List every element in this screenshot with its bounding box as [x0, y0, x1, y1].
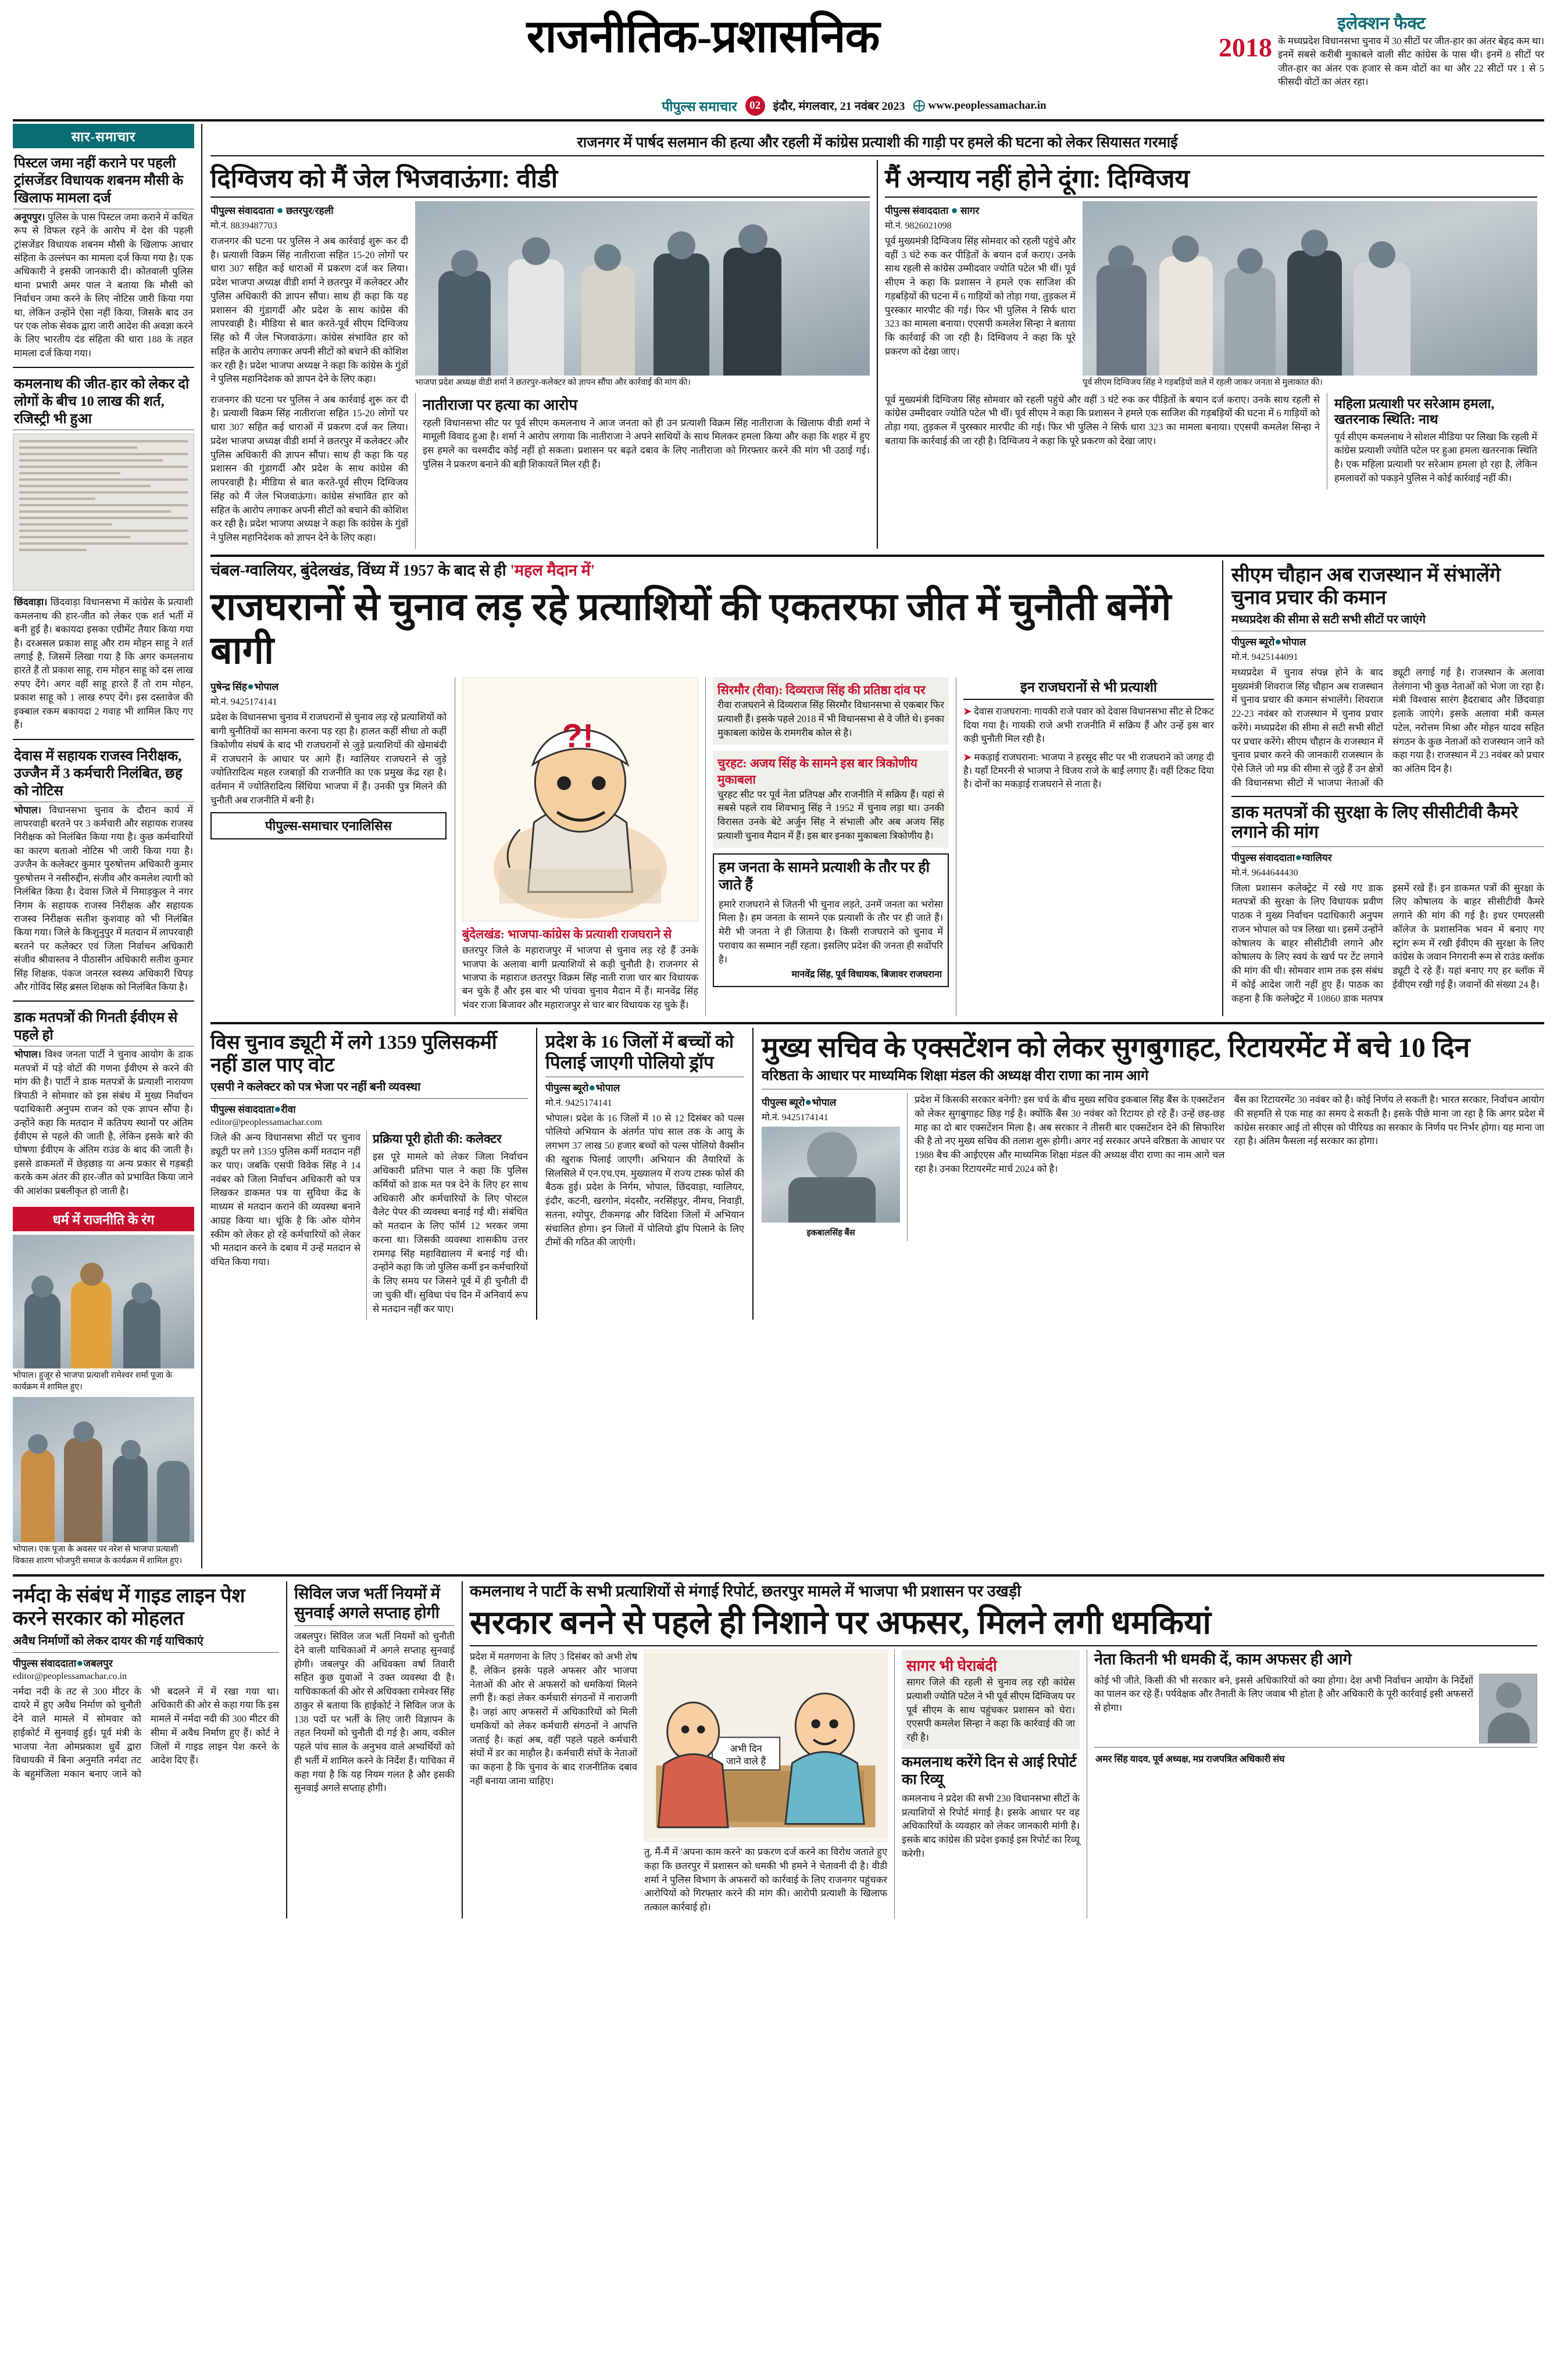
body-text-2: इस पूरे मामले को लेकर जिला निर्वाचन अधिकारी प्रतिभा पाल ने कहा कि पुलिस कर्मियों को डाक मत पत्र देने के लिए हर साथ अधिकारी और कर्मचारियों के लिए पोस्टल वैलेट पेपर की व्यवस्था बनाई गई थी। संबंधित को मतदान के लिए फॉर्म 12 भरकर जमा करना था। जिसकी व्यवस्था शासकीय उत्तर रामगढ़ सिंह महाविद्यालय में बनाई गई थी। उन्होंने कहा कि जो पुलिस कर्मी इन कर्मचारियों के लिए समय पर जिसने पूर्व में ही चुनौती दी जा चुकी थीं। सुविधा पंच दिन में अनिवार्य रूप से मतदान नहीं कर पाए।	[373, 1151, 528, 1314]
lead-sub-bundelkhand: बुंदेलखंड: भाजपा-कांग्रेस के प्रत्याशी राजघराने से छतरपुर जिले के महाराजपुर में भाजपा से चुनाव लड़ रहे हैं उनके भाजपा के अलावा बागी प्रत्याशियों से कड़ी चुनौती है। राजनगर से भाजपा के महाराज छतरपुर विक्रम सिंह नाती राजा चार बार विधायक बन चुके हैं और इस बार भी पांचवा चुनाव मैदान में हैं। मानवेंद्र सिंह भंवर राजा बिजावर और महाराजपुर से चार बार विधायक रह चुके हैं।	[462, 927, 698, 1010]
kamalnath-right-quote: नेता कितनी भी धमकी दें, काम अफसर ही आगे कोई भी जीते, किसी की भी सरकार बने, इससे अधिकारियों को क्या होगा। देश अभी निर्वाचन आयोग के निर्देशों का पालन कर रहे हैं। पर्यवेक्षक और तैनाती के लिए जवाब भी होता है और अधिकारी के पूरी कार्रवाई इसी अफसरों से होगा। अमर सिंह यादव, पूर्व अध्यक्ष, मप्र राजपत्रित अधिकारी संघ	[1087, 1650, 1537, 1918]
byline: पीपुल्स संवाददाता ● छतरपुर/रहली	[210, 203, 334, 217]
sar-item-byline: भोपाल।	[14, 1049, 41, 1060]
subheadline: वरिष्ठता के आधार पर माध्यमिक शिक्षा मंडल की अध्यक्ष वीरा राणा का नाम आगे	[762, 1069, 1149, 1084]
mobile: मो.नं. 9425144091	[1231, 652, 1298, 662]
sar-item-text: पुलिस के पास पिस्टल जमा कराने में कथित रूप से विफल रहने के आरोप में देश की पहली ट्रांसजेंडर विधायक शबनम मौसी के खिलाफ आचार संहिता के उल्लंघन का मामला दर्ज किया गया है। एक अधिकारी ने इसकी जानकारी दी। कोतवाली पुलिस थाना प्रभारी अमर पाल ने बताया कि मौसी को निर्वाचन जमा करने के लिए नोटिस जारी किया गया था, लेकिन उन्होंने ऐसा नहीं किया, जिसके बाद उन पर एक लोक सेवक द्वारा जारी आदेश की अवज्ञा करने के लिए भारतीय दंड संहिता की धारा 188 के तहत मामला दर्ज किया गया।	[14, 211, 194, 359]
sar-item-byline: अनूपपुर।	[14, 211, 45, 223]
body-continued: पूर्व मुख्यमंत्री दिग्विजय सिंह सोमवार को रहली पहुंचे और वहीं 3 घंटे रुक कर पीड़ितों के बयान दर्ज कराए। उनके साथ रहली से कांग्रेस उम्मीदवार ज्योति पटेल भी थीं। पूर्व सीएम ने कहा कि प्रशासन ने हमले एक साजिश की गड़बड़ियों की घटना में 6 गाड़ियों को तोड़ा गया, तुड़कल में पुरस्कार मारपीट की गई। फिर भी पुलिस ने सिर्फ धारा 323 का मामला बनाया। एएसपी कमलेश सिन्हा ने बताया कि कार्रवाई की जा रही है। दिग्विजय ने कहा कि पूरे प्रकरण को देखा जाए।	[885, 394, 1320, 446]
election-fact-year: 2018	[1219, 33, 1272, 62]
lead-sub-churhat: चुरहट: अजय सिंह के सामने इस बार त्रिकोणीय मुकाबला चुरहट सीट पर पूर्व नेता प्रतिपक्ष और राजनीति में सक्रिय हैं। यहां से सबसे पहले राव शिवभानु सिंह ने 1952 में चुनाव लड़ा था। उनकी विरासत उनके बेटे अर्जुन सिंह ने संभाली और अब अजय सिंह प्रत्याशी चुनाव मैदान में हैं। इस बार इनका मुकाबला त्रिकोणीय है।	[713, 751, 949, 848]
avatar	[1479, 1674, 1537, 1743]
headline[interactable]: सरकार बनने से पहले ही निशाने पर अफसर, मिलने लगी धमकियां	[470, 1605, 1212, 1642]
story-photo-caption: भाजपा प्रदेश अध्यक्ष वीडी शर्मा ने छतरपुर-कलेक्टर को ज्ञापन सौंपा और कार्रवाई की मांग की।	[415, 377, 691, 387]
sar-item-title[interactable]: कमलनाथ की जीत-हार को लेकर दो लोगों के बीच 10 लाख की शर्त, रजिस्ट्री भी हुआ	[14, 377, 190, 427]
lead-kicker: चंबल-ग्वालियर, बुंदेलखंड, विंध्य में 1957 के बाद से ही 'महल मैदान में'	[210, 561, 595, 579]
body-text: रहली विधानसभा सीट पर पूर्व सीएम कमलनाथ ने आज जनता को ही उन प्रत्याशी विक्रम सिंह नातीराजा के खिलाफ वीडी शर्मा ने मामूली विवाद हुआ है। शर्मा ने आरोप लगाया कि नातीराजा ने अपने साथियों के साथ मिलकर हमला किया और कहा कि शहर में हुए इस हमले का चश्मदीद कोई नहीं हो सकता। प्रशासन पर बढ़ते दबाव के लिए नातीराजा को गिरफ्तार करने की मांग भी उठाई गई। पुलिस ने प्रकरण बनाने की बड़ी शिकायतें मिल रही हैं।	[423, 417, 870, 470]
dharm-photo-1	[13, 1235, 194, 1368]
lead-cartoon	[462, 677, 698, 921]
website-link[interactable]	[913, 99, 1047, 112]
masthead	[13, 10, 1544, 89]
body-text: राजनगर की घटना पर पुलिस ने अब कार्रवाई शुरू कर दी है। प्रत्याशी विक्रम सिंह नातीराजा सहित 15-20 लोगों पर धारा 307 सहित कई धाराओं में प्रकरण दर्ज कर लिया। प्रदेश भाजपा अध्यक्ष वीडी शर्मा ने छतरपुर में कलेक्टर और पुलिस अधिकारी की ज्ञापन सौंपा। साथ ही कहा कि यह प्रशासन की गुंडागर्दी और प्रदेश के साथ कांग्रेस की लापरवाही है। मीडिया से बात करते-पूर्व सीएम दिग्विजय सिंह को मैं जेल भिजवाऊंगा। कांग्रेस संभावित हार को सहित के आरोप लगाकर अपनी सीटों को बचाने की कोशिश कर रही है। प्रदेश भाजपा अध्यक्ष ने कहा कि कांग्रेस के गुंडों ने पुलिस महानिदेशक को ज्ञापन देने के लिए कहा।	[210, 235, 408, 385]
sar-samachar-header: सार-समाचार	[13, 124, 194, 148]
body-text: पूर्व सीएम कमलनाथ ने सोशल मीडिया पर लिखा कि रहली में कांग्रेस प्रत्याशी ज्योति पटेल पर हुआ हमला खतरनाक स्थिति है। एक महिला प्रत्याशी पर सरेआम हमला हो रहा है, लेकिन हमलावरों को पकड़ने पुलिस ने कोई कार्रवाई नहीं की।	[1334, 431, 1537, 484]
byline: पीपुल्स ब्यूरो●भोपाल	[1231, 635, 1306, 648]
page-title: राजनीतिक-प्रशासनिक	[526, 11, 880, 62]
svg-text:अभी दिन: अभी दिन	[730, 1743, 762, 1754]
headline[interactable]: महिला प्रत्याशी पर सरेआम हमला, खतरनाक स्थिति: नाथ	[1334, 396, 1495, 427]
email[interactable]: editor@peoplessamachar.co.in	[13, 1671, 127, 1681]
mobile: मो.नं. 9644644430	[1231, 867, 1298, 878]
cartoon-illustration	[645, 1650, 887, 1841]
story-polio	[537, 1028, 752, 1320]
top-banner: राजनगर में पार्षद सलमान की हत्या और रहली में कांग्रेस प्रत्याशी की गाड़ी पर हमले की घटना को लेकर सियासत गरमाई	[577, 134, 1178, 151]
subheadline: एसपी ने कलेक्टर को पत्र भेजा पर नहीं बनी व्यवस्था	[210, 1081, 421, 1094]
story-mahila	[1327, 393, 1537, 489]
story-civil-judge	[287, 1581, 462, 1918]
masthead-strip	[197, 96, 1512, 116]
election-fact-text: के मध्यप्रदेश विधानसभा चुनाव में 30 सीटों पर जीत-हार का अंतर बेहद कम था। इनमें सबसे करीबी मुकाबले वाली सीट कांग्रेस के पास थी। इनमें 8 सीटों पर जीत-हार का अंतर एक हजार से कम वोटों का था और 22 सीटों पर 1 से 5 फीसदी वोटों का अंतर रहा।	[1278, 35, 1544, 88]
byline: पीपुल्स संवाददाता●रीवा	[210, 1103, 296, 1116]
sar-item-body	[13, 1046, 194, 1201]
email[interactable]: editor@peoplessamachar.com	[210, 1117, 322, 1128]
right-rail	[1223, 560, 1544, 1016]
story-digvijay-anyay	[878, 160, 1544, 549]
headline[interactable]: सिविल जज भर्ती नियमों में सुनवाई अगले सप्ताह होगी	[294, 1585, 440, 1621]
mobile: मो.नं. 9425174141	[545, 1098, 612, 1108]
sidebar-sar-samachar	[13, 124, 201, 1569]
pullquote-label: प्रक्रिया पूरी होती की: कलेक्टर	[373, 1132, 502, 1146]
sar-item-body	[13, 209, 194, 364]
quote-author: अमर सिंह यादव, पूर्व अध्यक्ष, मप्र राजपत्रित अधिकारी संघ	[1095, 1754, 1285, 1764]
body-text: भोपाल। प्रदेश के 16 जिलों में 10 से 12 दिसंबर को पल्स पोलियो अभियान के अंतर्गत पांच साल तक के आयु के लगभग 37 लाख 50 हजार बच्चों को पल्स पोलियो वैक्सीन की खुराक पिलाई जाएगी। अभियान की तैयारियों के सिलसिले में एन.एच.एम. मुख्यालय में राज्य टास्क फोर्स की बैठक हुई। प्रदेश के निर्गम, भोपाल, छिंदवाड़ा, ग्वालियर, इंदौर, कटनी, खरगोन, मंदसौर, नरसिंहपुर, नीमच, निवाड़ी, सतना, श्योपुर, टीकमगढ़ और विदिशा जिलों में अभियान संचालित होगा। इन जिलों में पोलियो ड्रॉप पिलाने के लिए टीमों की गठित की जाएंगी।	[545, 1112, 744, 1248]
headline[interactable]: प्रदेश के 16 जिलों में बच्चों को पिलाई जाएगी पोलियो ड्रॉप	[545, 1031, 734, 1073]
headline[interactable]: मुख्य सचिव के एक्सटेंशन को लेकर सुगबुगाहट, रिटायरमेंट में बचे 10 दिन	[762, 1032, 1470, 1064]
portrait-photo	[762, 1127, 900, 1223]
body-text-2: तु, मैं-मैं में 'अपना काम करने' का प्रकरण दर्ज करने का विरोध जताते हुए कहा कि छतरपुर में प्रशासन को धमकी भी हमने ने चेतावनी दी है। वीडी शर्मा ने पुलिस विभाग के अफसरों को कार्रवाई के लिए राजनगर पहुंचकर आरोपियों को गिरफ्तार करने की मांग की। आरोपी प्रत्याशी के खिलाफ तत्काल कार्रवाई हो।	[644, 1846, 887, 1913]
cartoon-illustration	[463, 678, 698, 921]
sar-item-title[interactable]: देवास में सहायक राजस्व निरीक्षक, उज्जैन में 3 कर्मचारी निलंबित, छह को नोटिस	[14, 748, 183, 799]
story-cm-chouhan	[1231, 564, 1544, 790]
sar-item-body	[13, 802, 194, 998]
body-text: प्रदेश के विधानसभा चुनाव में राजघरानों से चुनाव लड़ रहे प्रत्याशियों को बागी चुनौतियों का सामना करना पड़ रहा है। हालत कहीं सीधा तो कहीं त्रिकोणीय संघर्ष के बाद भी राजघरानों से जुड़े प्रत्याशियों की खेमाबंदी में राजघराने के आधार पर आगे हैं। ग्वालियर राजघराने से जुड़े ज्योतिरादित्य महल रजबाड़ों की राजनीति का एक प्रमुख केंद्र रहा है। वर्तमान में ज्योतिरादित्य सिंधिया भाजपा में हैं। उनकी पुत्र मिलने की चुनौती अब राजनीति में बनी है।	[210, 712, 447, 806]
list-item: ➤ मकड़ाई राजघराना: भाजपा ने हरसूद सीट पर भी राजघराने को जगह दी है। यहाँ टिमरनी से भाजपा ने विजय राजे के बाईं लगाए हैं। वहीं टिकट दिया है। दोनों का मकड़ाई राजघराने से नाता है।	[963, 751, 1214, 790]
lead-right-list-title: इन राजघरानों से भी प्रत्याशी	[963, 677, 1214, 700]
headline[interactable]: मैं अन्याय नहीं होने दूंगा: दिग्विजय	[885, 164, 1190, 193]
body-text: जबलपुर। सिविल जज भर्ती नियमों को चुनौती देने वाली याचिकाओं में अगले सप्ताह सुनवाई होगी। जबलपुर की अधिवक्ता वर्षा तिवारी सहित कुछ युवाओं ने उक्त व्यवस्था दी है। याचिकाकर्ता की ओर से अधिवक्ता रामेश्वर सिंह ठाकुर से बताया कि हाईकोर्ट ने सिविल जज के 138 पदों पर भर्ती के लिए जारी विज्ञापन के तहत नियमों को चुनौती दी गई है। आय, वकील पहले पांच साल के अनुभव वाले अभ्यर्थियों को ही भर्ती में शामिल करने के निर्देश हैं। याचिका में कहा गया है कि यह नियम गलत है और इसकी सुनवाई अगले सप्ताह होगी।	[294, 1631, 455, 1794]
dharm-section-header: धर्म में राजनीति के रंग	[13, 1207, 194, 1231]
subheadline: मध्यप्रदेश की सीमा से सटी सभी सीटों पर जाएंगे	[1231, 613, 1426, 626]
mobile: मो.नं. 9826021098	[885, 220, 952, 231]
body-text: नर्मदा नदी के तट से 300 मीटर के दायरे में हुए अवैध निर्माण को चुनौती देने वाले मामले में सोमवार को हाईकोर्ट में सुनवाई हुई। पूर्व मंत्री के भाजपा नेता ओमप्रकाश धुर्वे द्वारा विधायकी में बिना अनुमति नर्मदा तट के बहुमंजिला मकान बनाए जाने को भी बदलने में में रखा गया था। अधिकारी की ओर से कहा गया कि इस मामले में नर्मदा नदी की 300 मीटर की सीमा में अवैध निर्माण हुए हैं। कोर्ट ने जिलों में गाइड लाइन पेश करने के आदेश दिए हैं।	[13, 1685, 279, 1780]
body-text: मध्यप्रदेश में चुनाव संपन्न होने के बाद मुख्यमंत्री शिवराज सिंह चौहान अब राजस्थान में चुनाव प्रचार की कमान संभालेंगे। शिवराज 22-23 नवंबर को राजस्थान में चुनाव प्रचार करेंगे। मध्यप्रदेश की सीमा से सटी सभी सीटों पर प्रचार करेंगे। सीएम चौहान के राजस्थान में चुनाव प्रचार करने की जानकारी राजस्थान के ऐसे जिले जो मप्र की सीमा से जुड़े हैं उन क्षेत्रों की विधानसभा सीटों में भाजपा नेताओं की ड्यूटी लगाई गई है। राजस्थान के अलावा तेलंगाना भी कुछ नेताओं को भेजा जा रहा है। मंत्री विश्वास सारंग हैदराबाद और छिंदवाड़ा इलाके जाएंगे। इसके अलावा मंत्री कमल पटेल, नरोत्तम मिश्रा और मोहन यादव सहित संगठन के कुछ नेताओं को राजस्थान जाने को कहा गया है। राजस्थान में 23 नवंबर को प्रचार का अंतिम दिन है।	[1231, 666, 1544, 788]
byline: पीपुल्स संवाददाता ● सागर	[885, 203, 980, 217]
list-item: ➤ देवास राजघराना: गायकी राजे पवार को देवास विधानसभा सीट से टिकट दिया गया है। गायकी राजे अभी राजनीति में सक्रिय हैं और उन्हें इस बार कड़ी चुनौती मिल रही है।	[963, 706, 1214, 745]
analysis-badge: पीपुल्स-समाचार एनालिसिस	[210, 812, 447, 840]
election-fact-title: इलेक्शन फैक्ट	[1337, 14, 1426, 33]
document-photo	[13, 434, 194, 591]
subheadline: अवैध निर्माणों को लेकर दायर की गई याचिकाएं	[13, 1634, 203, 1648]
story-photo-caption: पूर्व सीएम दिग्विजय सिंह ने गड़बड़ियों वाले में रहली जाकर जनता से मुलाकात की।	[1083, 377, 1323, 387]
sar-item-text: छिंदवाड़ा विधानसभा में कांग्रेस के प्रत्याशी कमलनाथ की हार-जीत को लेकर एक शर्त भर्ती में बनी हुई है। बकायदा इसका एग्रीमेंट तैयार किया गया है। दरअसल प्रकाश साहू और राम मोहन साहू ने शर्त लगाई है, जिसमें लिखा गया है कि अगर कमलनाथ हारते हैं तो प्रकाश साहू, राम मोहन साहू को दस लाख रुपए देंगे। अगर वहीं साहू हारते हैं तो राम मोहन, प्रकाश साहू को 1 लाख रुपए देंगे। इस दस्तावेज की इक्बाल रकम बकायदा 2 गवाह भी शामिल किए गए हैं।	[14, 596, 194, 731]
mobile: मो.नं. 8839487703	[210, 220, 277, 231]
byline: पीपुल्स ब्यूरो●भोपाल	[545, 1081, 620, 1094]
dharm-photo-2	[13, 1397, 194, 1542]
kicker: कमलनाथ ने पार्टी के सभी प्रत्याशियों से मंगाई रिपोर्ट, छतरपुर मामले में भाजपा भी प्रशासन पर उखड़ी	[470, 1582, 1022, 1600]
story-photo	[415, 201, 870, 376]
masthead-center	[187, 10, 1219, 60]
dharm-caption-1: भोपाल। हुजूर से भाजपा प्रत्याशी रामेश्वर शर्मा पूजा के कार्यक्रम में शामिल हुए।	[13, 1371, 173, 1392]
portrait-caption: इकबालसिंह बैंस	[806, 1228, 855, 1238]
story-narmada	[13, 1581, 286, 1918]
sar-item-byline: छिंदवाड़ा।	[14, 596, 48, 608]
website-url: www.peoplessamachar.in	[928, 99, 1047, 112]
kamalnath-sub-review: कमलनाथ करेंगे दिन से आई रिपोर्ट का रिव्यू कमलनाथ ने प्रदेश की सभी 230 विधानसभा सीटों के प्रत्याशियों से रिपोर्ट मंगाई है। इसके आधार पर वह अधिकारियों के व्यवहार को लेकर जानकारी मांगी है। इसके बाद कांग्रेस की प्रदेश इकाई इस रिपोर्ट का रिव्यू करेगी।	[902, 1754, 1080, 1859]
story-photo	[1083, 201, 1537, 376]
dharm-caption-2: भोपाल। एक पूजा के अवसर पर नरेश से भाजपा प्रत्याशी विकास शारण भोजपुरी समाज के कार्यक्रम में शामिल हुए।	[13, 1545, 183, 1566]
mobile: मो.नं. 9425174141	[210, 697, 277, 707]
publication-logo: पीपुल्स समाचार	[662, 99, 737, 114]
kamalnath-cartoon	[644, 1650, 887, 1842]
headline[interactable]: नर्मदा के संबंध में गाइड लाइन पेश करने सरकार को मोहलत	[13, 1585, 245, 1630]
sar-item-title[interactable]: पिस्टल जमा नहीं कराने पर पहली ट्रांसजेंडर विधायक शबनम मौसी के खिलाफ मामला दर्ज	[14, 155, 184, 206]
page-number-badge: 02	[745, 96, 765, 116]
svg-text:?!: ?!	[562, 717, 594, 755]
body-text: पूर्व मुख्यमंत्री दिग्विजय सिंह सोमवार को रहली पहुंचे और वहीं 3 घंटे रुक कर पीड़ितों के बयान दर्ज कराए। उनके साथ रहली से कांग्रेस उम्मीदवार ज्योति पटेल भी थीं। पूर्व सीएम ने कहा कि प्रशासन ने हमले एक साजिश की गड़बड़ियों की घटना में 6 गाड़ियों को तोड़ा गया, तुड़कल में पुरस्कार मारपीट की गई। फिर भी पुलिस ने सिर्फ धारा 323 का मामला बनाया। एएसपी कमलेश सिन्हा ने बताया कि कार्रवाई की जा रही है। दिग्विजय ने कहा कि पूरे प्रकरण को देखा जाए।	[885, 235, 1076, 357]
story-postal-ballot	[1231, 803, 1544, 1006]
headline[interactable]: सीएम चौहान अब राजस्थान में संभालेंगे चुनाव प्रचार की कमान	[1231, 564, 1501, 609]
place-date: इंदौर, मंगलवार, 21 नवंबर 2023	[773, 100, 905, 113]
sar-item-byline: भोपाल।	[14, 804, 41, 816]
body-text: प्रदेश में किसकी सरकार बनेगी? इस चर्च के बीच मुख्य सचिव इकबाल सिंह बैंस के एक्सटेंशन को लेकर सुगबुगाहट छिड़ गई है। क्योंकि बैंस 30 नवंबर को रिटायर हो रहे हैं। उन्हें छह-छह माह का दो बार एक्सटेंशन मिला है। अब सरकार ने तीसरी बार एक्सटेंशन देने की सिफारिश की है तो नए मुख्य सचिव की तलाश शुरू होगी। अगर नई सरकार अपने वरिष्ठता के आधार पर 1988 बैच की आईएएस और माध्यमिक शिक्षा मंडल की अध्यक्ष वीरा राणा का नाम आगे चल रहा है। उनका रिटायरमेंट मार्च 2024 को है। बैंस का रिटायरमेंट 30 नवंबर को है। कोई निर्णय ले सकती है। भारत सरकार, निर्वाचन आयोग की सहमति से एक माह का समय दे सकती है। इसके पीछे माना जा रहा है कि अगर प्रदेश में कांग्रेस सरकार आई तो सीएस को पीरियड का सरकार के निर्णय पर निर्भर होगा। यह माना जा रहा है। अंतिम फैसला नई सरकार का होगा।	[915, 1094, 1544, 1174]
headline[interactable]: नातीराजा पर हत्या का आरोप	[423, 396, 578, 413]
kamalnath-sub-sagar: सागर भी घेराबंदी सागर जिले की रहली से चुनाव लड़ रही कांग्रेस प्रत्याशी ज्योति पटेल ने भी पूर्व सीएम दिग्विजय पर पूर्व सीएम के साथ पहुंचकर प्रशासन को घेरा। एएसपी कमलेश सिन्हा ने कहा कि कार्रवाई की जा रही है।	[902, 1650, 1080, 1749]
story-natiraja	[416, 393, 870, 549]
sar-item-body	[13, 594, 194, 735]
story-kamalnath	[463, 1581, 1544, 1918]
lead-sub-simaur: सिरमौर (रीवा): दिव्यराज सिंह की प्रतिष्ठा दांव पर रीवा राजघराने से दिव्यराज सिंह सिरमौर विधानसभा से एकबार फिर प्रत्याशी हैं। इसके पहले 2018 में भी विधानसभा से वे जीते थे। इनका मुकाबला कांग्रेस के रामगरीब कोल से है।	[713, 677, 949, 744]
sar-item-text: विधानसभा चुनाव के दौरान कार्य में लापरवाही बरतने पर 3 कर्मचारी और सहायक राजस्व निरीक्षक को निलंबित किया गया है। कुछ कर्मचारियों का कारण बताओ नोटिस भी जारी किया गया है। उज्जैन के कलेक्टर कुमार पुरुषोत्तम अधिकारी कुमार पुरुषोत्तम ने नसीरुद्दीन, संजीव और कमलेश त्यागी को निलंबित किया है। देवास जिले में निमाड़कुल ने नगर निगम के सहायक राजस्व निरीक्षक और सहायक राजस्व निरीक्षक सतीश कुशवाह को भी निलंबित किया गया। जिले के किशुनुपुर में मतदान में लापरवाही बरतने पर कलेक्टर एवं जिला निर्वाचन अधिकारी संजीव श्रीवास्तव ने पीठासीन अधिकारी सतीश कुमार सिंह शिक्षक, पंकज जनरल स्वस्थ्य अधिकारी चिपड़ और गोविंद सिंह ब्रसल शिक्षक को निलंबित किया है।	[14, 804, 194, 993]
byline: पीपुल्स ब्यूरो●भोपाल	[762, 1096, 837, 1109]
lead-quote: हम जनता के सामने प्रत्याशी के तौर पर ही जाते हैं हमारे राजघराने से जितनी भी चुनाव लड़ते, उनमें जनता का भरोसा मिला है। हम जनता के सामने एक प्रत्याशी के तौर पर ही जाते हैं। मेरी भी जनता ने ही जिताया है। किसी राजघराने को चुनाव में परावाय का सम्मान नहीं रहता। इसलिए प्रदेश की जनता ही सर्वोपरि है। मानवेंद्र सिंह, पूर्व विधायक, बिजावर राजघराना	[713, 853, 949, 988]
byline: पीपुल्स संवाददाता●जबलपुर	[13, 1656, 113, 1670]
sar-item-title[interactable]: डाक मतपत्रों की गिनती ईवीएम से पहले हो	[14, 1010, 178, 1044]
story-duty	[210, 1028, 536, 1320]
byline: पीपुल्स संवाददाता●ग्वालियर	[1231, 850, 1332, 864]
body-text: प्रदेश में मतगणना के लिए 3 दिसंबर को अभी शेष हैं, लेकिन इसके पहले अफसर और भाजपा नेताओं की ओर से अफसरों को धमकियां मिलने लगी हैं। कहां लेकर कर्मचारी संगठनों में नाराजगी है। जहां आए अफसरों में अधिकारियों को मिली धमकियों को लेकर कर्मचारी संगठनों ने आपत्ति जताई है। कहां अब, वहीं पहले पहले कर्मचारी संघों में डर का माहौल है। कर्मचारी संघों के नेताओं का कहना है कि चुनाव के बाद राजनीतिक दबाव नहीं बनाया जाना चाहिए।	[470, 1651, 637, 1786]
body-continued: राजनगर की घटना पर पुलिस ने अब कार्रवाई शुरू कर दी है। प्रत्याशी विक्रम सिंह नातीराजा सहित 15-20 लोगों पर धारा 307 सहित कई धाराओं में प्रकरण दर्ज कर लिया। प्रदेश भाजपा अध्यक्ष वीडी शर्मा ने छतरपुर में कलेक्टर और पुलिस अधिकारी की ज्ञापन सौंपा। साथ ही कहा कि यह प्रशासन की गुंडागर्दी और प्रदेश के साथ कांग्रेस की लापरवाही है। मीडिया से बात करते-पूर्व सीएम दिग्विजय सिंह को मैं जेल भिजवाऊंगा। कांग्रेस संभावित हार को सहित के आरोप लगाकर अपनी सीटों को बचाने की कोशिश कर रही है। प्रदेश भाजपा अध्यक्ष ने कहा कि कांग्रेस के गुंडों ने पुलिस महानिदेशक को ज्ञापन देने के लिए कहा।	[210, 394, 408, 544]
byline: पुषेन्द्र सिंह●भोपाल	[210, 680, 278, 694]
mobile: मो.नं. 9425174141	[762, 1113, 829, 1123]
document-lines	[13, 434, 194, 561]
body-text: जिला प्रशासन कलेक्ट्रेट में रखे गए डाक मतपत्रों की सुरक्षा के लिए विधायक प्रवीण पाठक ने मुख्य निर्वाचन पदाधिकारी अनुपम राजन भोपाल को पत्र लिखा था। इसमें उन्होंने कोषालय के बाहर सीसीटीवी लगाने और कोषालय के लिए स्वयं के खर्च पर टेंट लगाने की मांग की थी। सोमवार शाम तक इस संबंध में कोई आदेश जारी नहीं हुए हैं। पाठक का कहना है कि कलेक्ट्रेट में 10860 डाक मतपत्र इसमें रखे हैं। इन डाकमत पत्रों की सुरक्षा के लिए कोषालय के बाहर सीसीटीवी कैमरे लगाने की मांग की गई है। इधर एमएलसी कॉलेज के प्रशासनिक भवन में बनाए गए स्ट्रांग रूम में रखी ईवीएम की सुरक्षा के लिए कांग्रेस के जवान निगरानी रूम से राउंड क्लॉक ड्यूटी दे रहे हैं। यहां बनाए गए हर ब्लॉक में ईवीएम रखी गई हैं। जवानों की संख्या 24 है।	[1231, 882, 1544, 1004]
lead-headline[interactable]: राजघरानों से चुनाव लड़ रहे प्रत्याशियों की एकतरफा जीत में चुनौती बनेंगे बागी	[210, 585, 1172, 673]
story-digvijay-jail	[210, 160, 877, 549]
svg-text:जाने वाले हैं: जाने वाले हैं	[726, 1756, 766, 1767]
sar-item-text: विश्व जनता पार्टी ने चुनाव आयोग के डाक मतपत्रों में पड़े वोटों की गणना ईवीएम से करने की मांग की है। पार्टी ने डाक मतपत्रों के प्रत्याशी नारायण त्रिपाठी ने सोमवार को इस संबंध में मुख्य निर्वाचन पदाधिकारी अनुपम राजन को एक ज्ञापन सौंपा है। उन्होंने कहा कि मतदान में कतिपय स्थानों पर अंतिम ईवीएम से पहले की जाती है, लेकिन इसके बारे की घोषणा ईवीएम के अंतिम राउंड के बाद की जाती है। इससे डाकमतों में छेड़छाड़ या अन्य प्रकार से गड़बड़ी करके कम अंतर की हार-जीत को प्रभावित किया जाने की आशंका प्रबलीकृत हो जाती है।	[14, 1049, 194, 1196]
lead-story	[210, 560, 1222, 1016]
body-text: जिले की अन्य विधानसभा सीटों पर चुनाव ड्यूटी पर लगे 1359 पुलिस कर्मी मतदान नहीं कर पाए। जबकि एसपी विवेक सिंह ने 14 नवंबर को जिला निर्वाचन अधिकारी को पत्र लिखकर डाकमत पत्र या सुविधा केंद्र के माध्यम से मतदान कराने की व्यवस्था बनाने आग्रह किया था। चूंकि है कि ओरु योगेन स्कीम को लेकर हो रहे कर्मचारियों को लेकर भी मतदान करने के दबाव में उन्हें मतदान से वंचित किया गया।	[210, 1132, 360, 1268]
headline[interactable]: विस चुनाव ड्यूटी में लगे 1359 पुलिसकर्मी नहीं डाल पाए वोट	[210, 1032, 497, 1077]
globe-icon	[913, 100, 925, 112]
headline[interactable]: डाक मतपत्रों की सुरक्षा के लिए सीसीटीवी कैमरे लगाने की मांग	[1231, 802, 1518, 842]
headline[interactable]: दिग्विजय को मैं जेल भिजवाऊंगा: वीडी	[210, 164, 558, 193]
story-chief-secretary	[753, 1028, 1544, 1320]
election-fact-box	[1219, 10, 1544, 89]
